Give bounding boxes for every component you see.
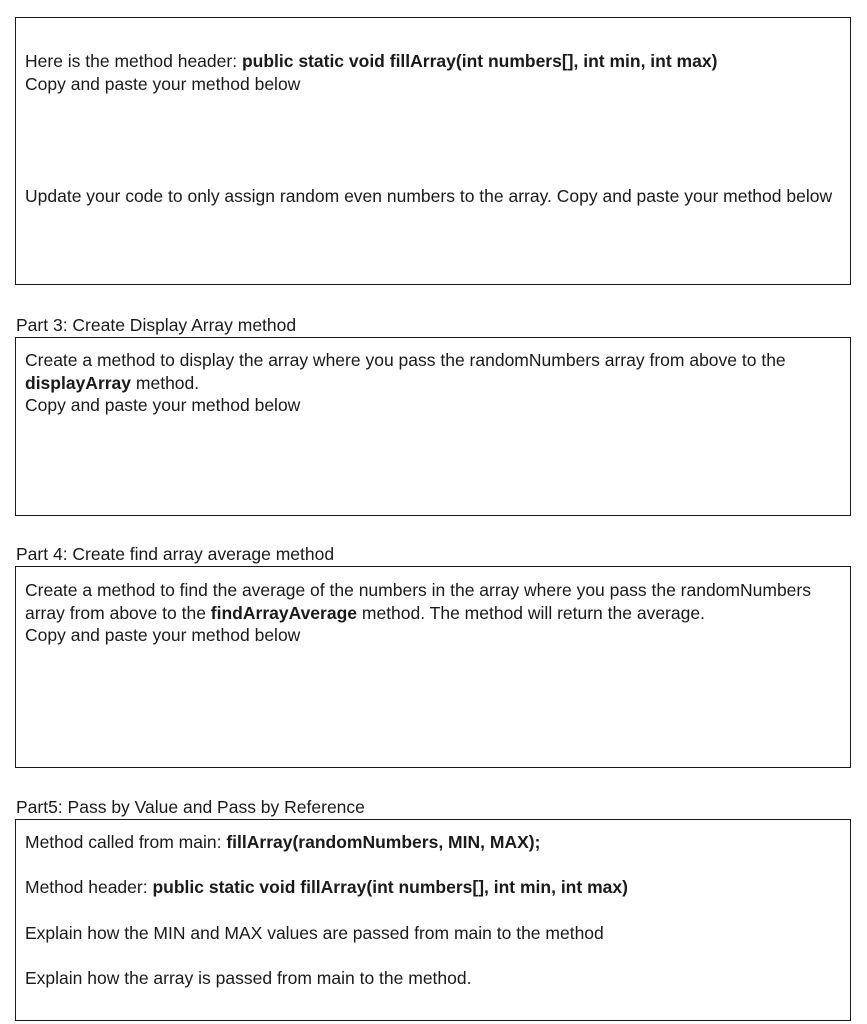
header-label: Method header: (25, 877, 153, 897)
part4-box (15, 566, 851, 768)
part3-copy-instruction: Copy and paste your method below (25, 395, 301, 415)
part5-header-code: public static void fillArray(int numbers[], int min, int max) (152, 877, 628, 897)
method-call-code: fillArray(randomNumbers, MIN, MAX); (226, 832, 541, 852)
called-prefix: Method called from main: (25, 832, 227, 852)
part3-title: Part 3: Create Display Array method (16, 315, 297, 335)
part4-title: Part 4: Create find array average method (16, 544, 335, 564)
part5-title: Part5: Pass by Value and Pass by Reference (16, 797, 365, 817)
part3-desc-suffix: method. (131, 372, 200, 393)
method-called-line (25, 831, 841, 854)
copy-instruction: Copy and paste your method below (25, 73, 301, 94)
part4-description (25, 579, 841, 624)
part4-desc-prefix: Create a method to find the average of the numbers in the array where you pass the randomNumbers array from above to the (25, 580, 811, 623)
part4-copy-instruction: Copy and paste your method below (25, 625, 301, 645)
update-instruction: Update your code to only assign random even numbers to the array. Copy and paste your method below (25, 186, 833, 206)
part4-method-name: findArrayAverage (210, 602, 358, 623)
header-prefix: Here is the method header: (25, 51, 242, 71)
explain-array-pass: Explain how the array is passed from main to the method. (25, 968, 472, 988)
fillarray-box (15, 17, 851, 285)
part3-box (15, 337, 851, 516)
part4-desc-suffix: method. The method will return the average. (357, 602, 705, 623)
explain-min-max: Explain how the MIN and MAX values are passed from main to the method (25, 923, 604, 943)
part3-method-name: displayArray (25, 372, 132, 393)
method-header-line (25, 876, 841, 899)
fillarray-header-text (25, 50, 841, 95)
part5-box (15, 819, 851, 1021)
part3-description (25, 349, 841, 394)
method-header-code: public static void fillArray(int numbers[], int min, int max) (241, 51, 718, 71)
part3-desc-prefix: Create a method to display the array where you pass the randomNumbers array from above to the (25, 350, 786, 370)
